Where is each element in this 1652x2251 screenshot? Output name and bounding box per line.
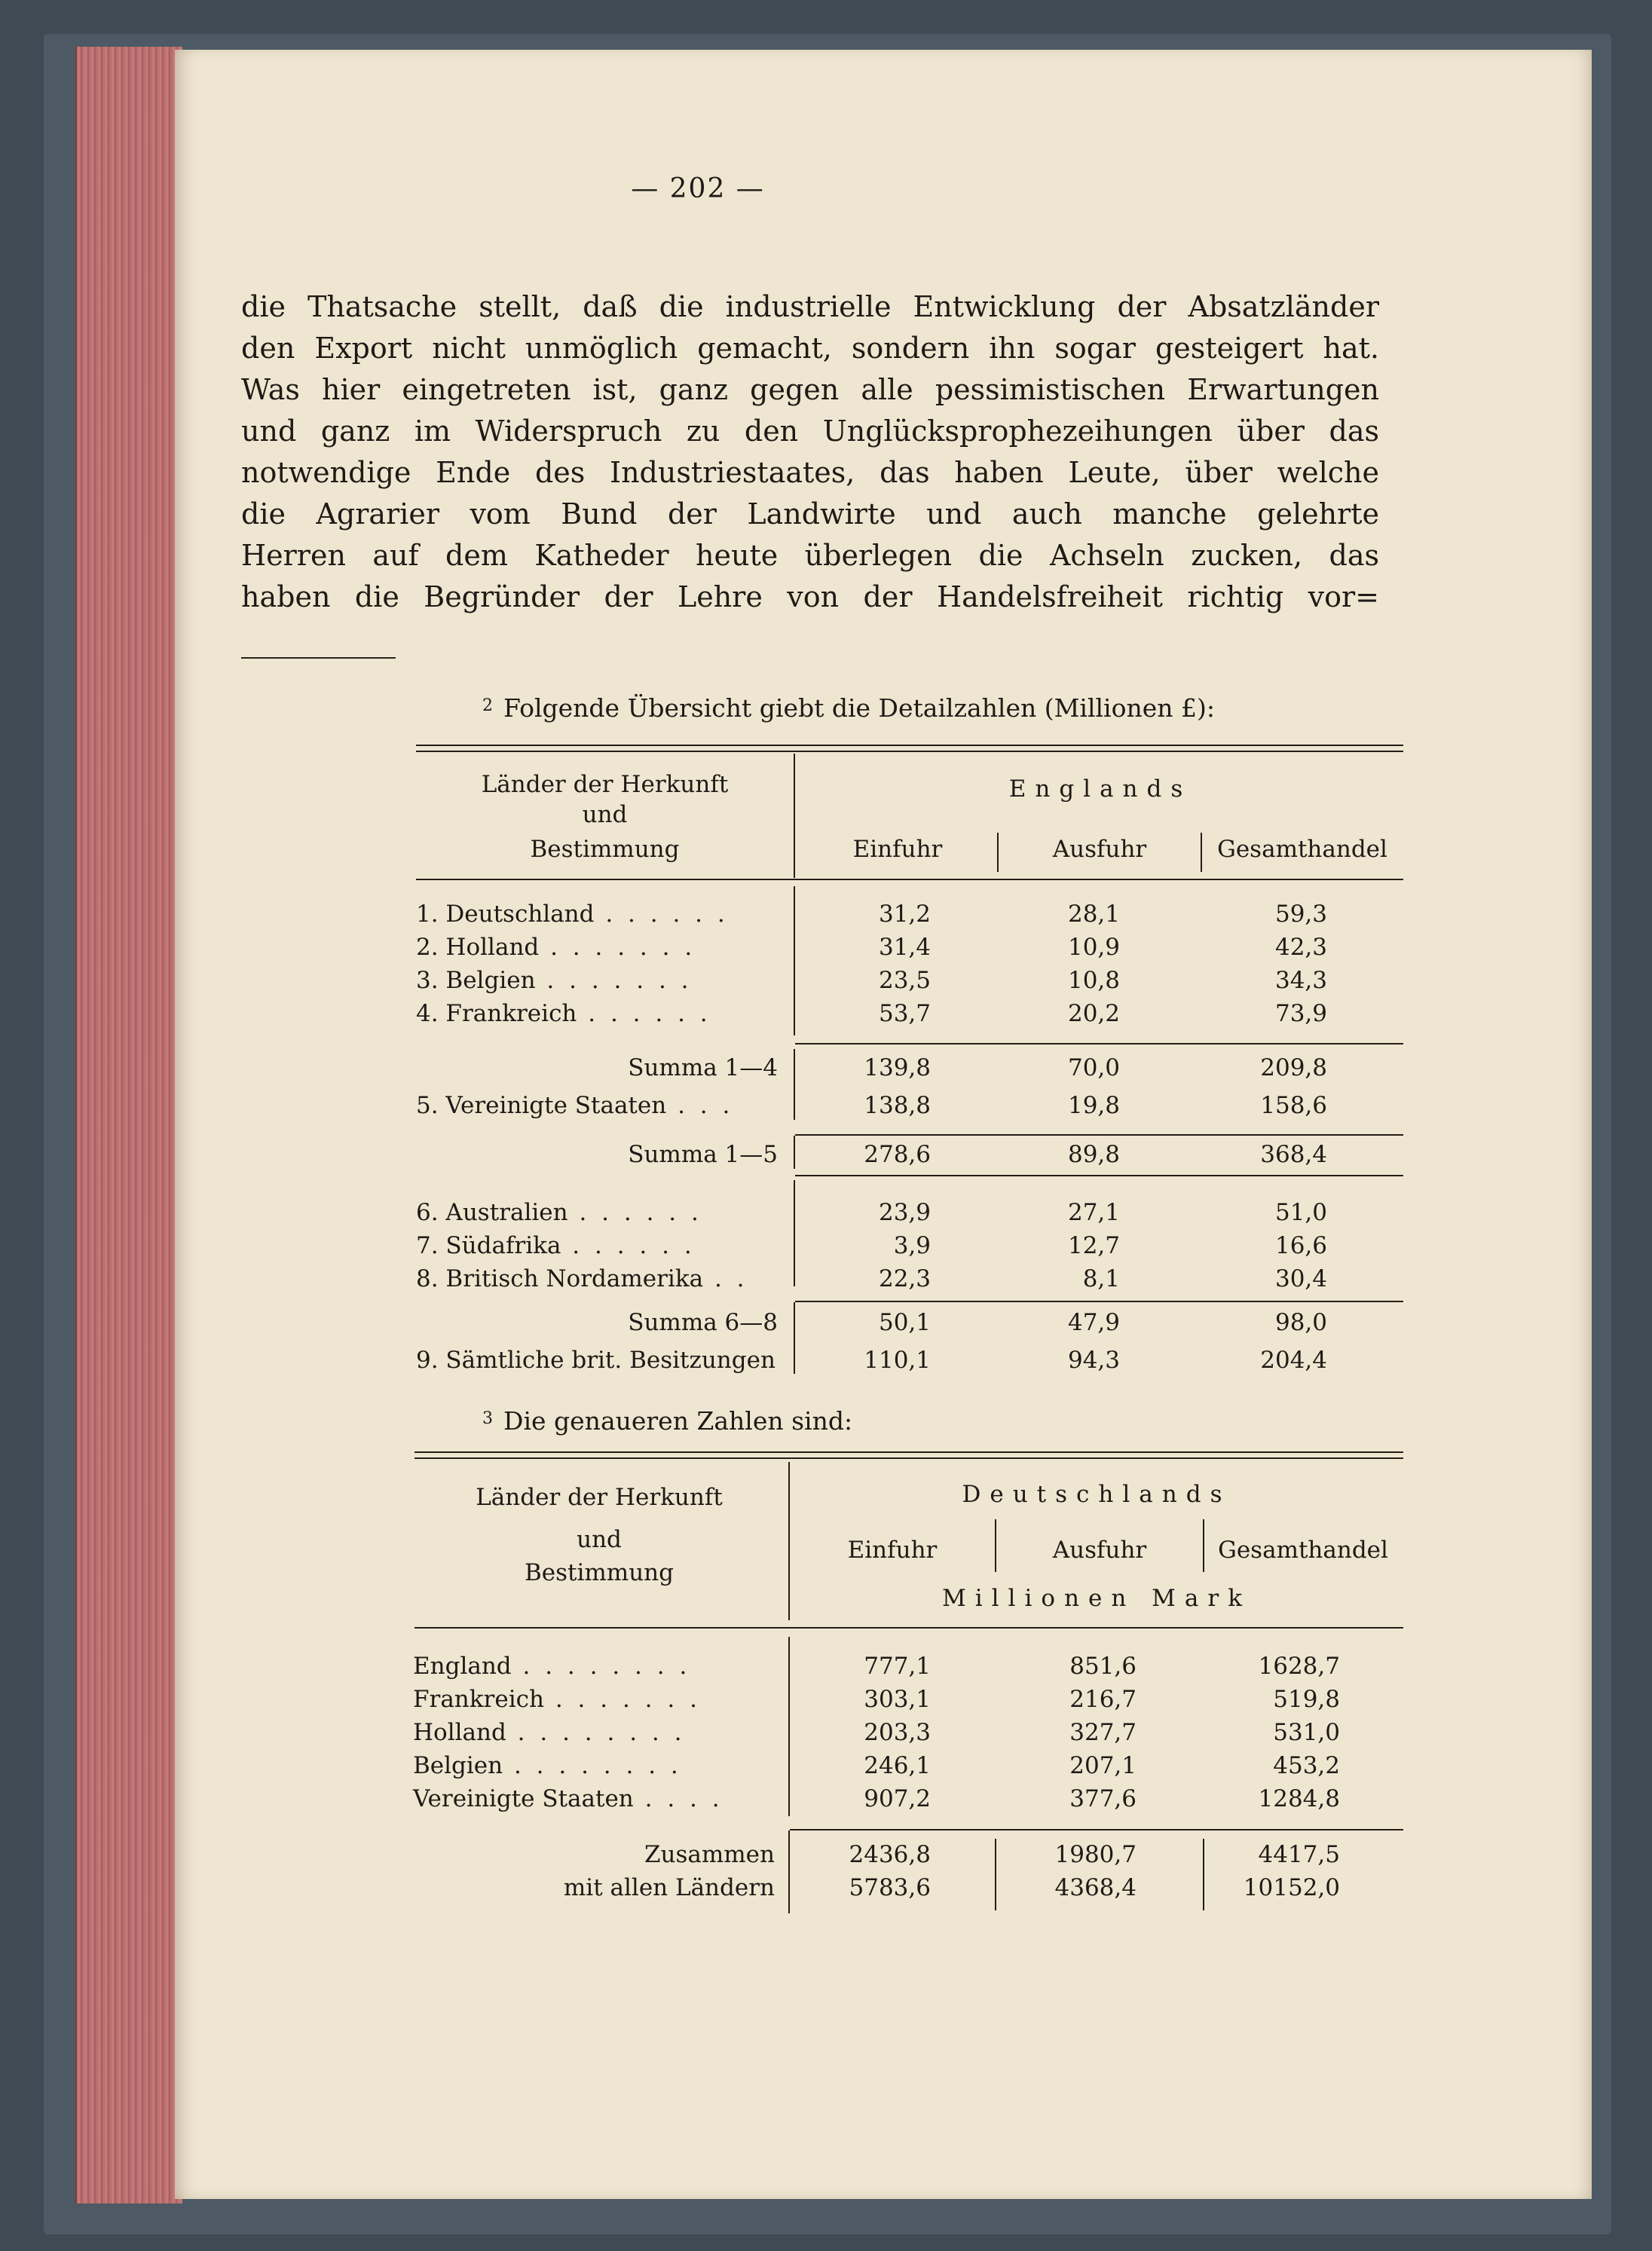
table-cell: 10,9 — [1067, 934, 1120, 961]
table-cell: 51,0 — [1274, 1199, 1327, 1226]
row-label: 7. Südafrika — [416, 1232, 561, 1259]
footnote-3 — [482, 1406, 852, 1436]
column-header: Ausfuhr — [1052, 836, 1147, 863]
body-line: Herren auf dem Katheder heute überlegen die Achseln zucken, das — [241, 539, 1379, 572]
table-cell: 138,8 — [864, 1092, 931, 1119]
row-label: 9. Sämtliche brit. Besitzungen — [416, 1347, 776, 1374]
footnote-2 — [482, 693, 1215, 723]
table-cell: 907,2 — [864, 1785, 931, 1812]
table-cell: 59,3 — [1274, 901, 1327, 928]
row-label: 1. Deutschland — [416, 901, 595, 928]
table-cell: 53,7 — [878, 1000, 931, 1027]
row-label: 2. Holland — [416, 934, 540, 961]
row-label: Summa 1—5 — [628, 1141, 778, 1168]
table-cell: 368,4 — [1260, 1141, 1327, 1168]
table-cell: 94,3 — [1067, 1347, 1120, 1374]
table-cell: 246,1 — [864, 1752, 931, 1779]
table-cell: 851,6 — [1069, 1653, 1137, 1680]
table-cell: 777,1 — [864, 1653, 931, 1680]
table-cell: 10152,0 — [1243, 1874, 1340, 1901]
table-cell: 203,3 — [864, 1719, 931, 1746]
table-cell: 110,1 — [864, 1347, 931, 1374]
body-line: Was hier eingetreten ist, ganz gegen alle pessimistischen Erwartungen — [241, 373, 1379, 406]
header-label: und — [577, 1526, 622, 1553]
row-label: Vereinigte Staaten — [413, 1785, 634, 1812]
table-cell: 27,1 — [1067, 1199, 1120, 1226]
body-line: die Agrarier vom Bund der Landwirte und auch manche gelehrte — [241, 497, 1379, 531]
table-cell: 139,8 — [864, 1054, 931, 1081]
table-cell: 19,8 — [1067, 1092, 1120, 1119]
row-label: 4. Frankreich — [416, 1000, 577, 1027]
column-header: Einfuhr — [852, 836, 943, 863]
header-unit: Millionen Mark — [941, 1585, 1252, 1612]
table-cell: 30,4 — [1274, 1265, 1327, 1292]
body-line: haben die Begründer der Lehre von der Handelsfreiheit richtig vor= — [241, 580, 1379, 613]
header-group: Deutschlands — [962, 1481, 1231, 1508]
header-label: und — [582, 801, 628, 828]
table-cell: 10,8 — [1067, 967, 1120, 994]
row-label: Summa 1—4 — [628, 1054, 778, 1081]
row-label: Belgien — [413, 1752, 503, 1779]
footnote-rule — [241, 657, 396, 659]
header-label: Länder der Herkunft — [476, 1484, 723, 1511]
table-cell: 8,1 — [1082, 1265, 1120, 1292]
table-cell: 23,9 — [878, 1199, 931, 1226]
table-cell: 4368,4 — [1054, 1874, 1137, 1901]
table-cell: 531,0 — [1273, 1719, 1340, 1746]
row-label: 3. Belgien — [416, 967, 536, 994]
table-cell: 3,9 — [893, 1232, 931, 1259]
row-label: 8. Britisch Nordamerika — [416, 1265, 704, 1292]
table-cell: 1628,7 — [1258, 1653, 1340, 1680]
table-cell: 1980,7 — [1054, 1841, 1137, 1868]
row-label: Zusammen — [644, 1841, 775, 1868]
table-cell: 34,3 — [1274, 967, 1327, 994]
table-cell: 216,7 — [1069, 1686, 1137, 1713]
table-cell: 42,3 — [1274, 934, 1327, 961]
row-label: 6. Australien — [416, 1199, 568, 1226]
body-line: notwendige Ende des Industriestaates, das haben Leute, über welche — [241, 456, 1379, 489]
table-cell: 1284,8 — [1258, 1785, 1340, 1812]
table-cell: 89,8 — [1067, 1141, 1120, 1168]
row-label: England — [413, 1653, 512, 1680]
body-line: die Thatsache stellt, daß die industrielle Entwicklung der Absatzländer — [241, 290, 1379, 323]
footnote-mark: 3 — [482, 1409, 493, 1428]
row-label: Summa 6—8 — [628, 1309, 778, 1336]
body-paragraph — [241, 286, 1379, 618]
page-number: — 202 — — [631, 173, 765, 204]
header-label: Bestimmung — [525, 1559, 674, 1586]
header-group: Englands — [1008, 775, 1192, 803]
column-header: Gesamthandel — [1217, 836, 1387, 863]
column-header: Ausfuhr — [1052, 1537, 1147, 1564]
table-cell: 70,0 — [1067, 1054, 1120, 1081]
table-cell: 12,7 — [1067, 1232, 1120, 1259]
header-label: Bestimmung — [530, 836, 680, 863]
table-cell: 4417,5 — [1258, 1841, 1340, 1868]
table-cell: 47,9 — [1067, 1309, 1120, 1336]
table-cell: 73,9 — [1274, 1000, 1327, 1027]
column-header: Einfuhr — [847, 1537, 938, 1564]
table-cell: 23,5 — [878, 967, 931, 994]
table-cell: 327,7 — [1069, 1719, 1137, 1746]
footnote-text: Die genaueren Zahlen sind: — [503, 1406, 853, 1436]
table-cell: 204,4 — [1260, 1347, 1327, 1374]
table-cell: 519,8 — [1273, 1686, 1340, 1713]
row-label: Frankreich — [413, 1686, 544, 1713]
table-cell: 98,0 — [1274, 1309, 1327, 1336]
table-cell: 278,6 — [864, 1141, 931, 1168]
column-header: Gesamthandel — [1218, 1537, 1388, 1564]
row-label: 5. Vereinigte Staaten — [416, 1092, 667, 1119]
table-cell: 22,3 — [878, 1265, 931, 1292]
footnote-mark: 2 — [482, 696, 493, 715]
footnote-text: Folgende Übersicht giebt die Detailzahlen (Millionen £): — [503, 693, 1215, 723]
page-edges — [75, 47, 182, 2204]
table-cell: 31,4 — [878, 934, 931, 961]
table-cell: 16,6 — [1274, 1232, 1327, 1259]
table-cell: 31,2 — [878, 901, 931, 928]
table-cell: 28,1 — [1067, 901, 1120, 928]
table-cell: 209,8 — [1260, 1054, 1327, 1081]
body-line: den Export nicht unmöglich gemacht, sondern ihn sogar gesteigert hat. — [241, 332, 1379, 365]
row-label: mit allen Ländern — [563, 1874, 775, 1901]
table-cell: 377,6 — [1069, 1785, 1137, 1812]
header-label: Länder der Herkunft — [481, 771, 729, 798]
table-cell: 303,1 — [864, 1686, 931, 1713]
table-cell: 50,1 — [878, 1309, 931, 1336]
table-cell: 453,2 — [1273, 1752, 1340, 1779]
table-cell: 158,6 — [1260, 1092, 1327, 1119]
table-cell: 5783,6 — [849, 1874, 931, 1901]
body-line: und ganz im Widerspruch zu den Unglücksprophezeihungen über das — [241, 414, 1379, 448]
row-label: Holland — [413, 1719, 506, 1746]
table-cell: 2436,8 — [849, 1841, 931, 1868]
table-cell: 207,1 — [1069, 1752, 1137, 1779]
table-cell: 20,2 — [1067, 1000, 1120, 1027]
